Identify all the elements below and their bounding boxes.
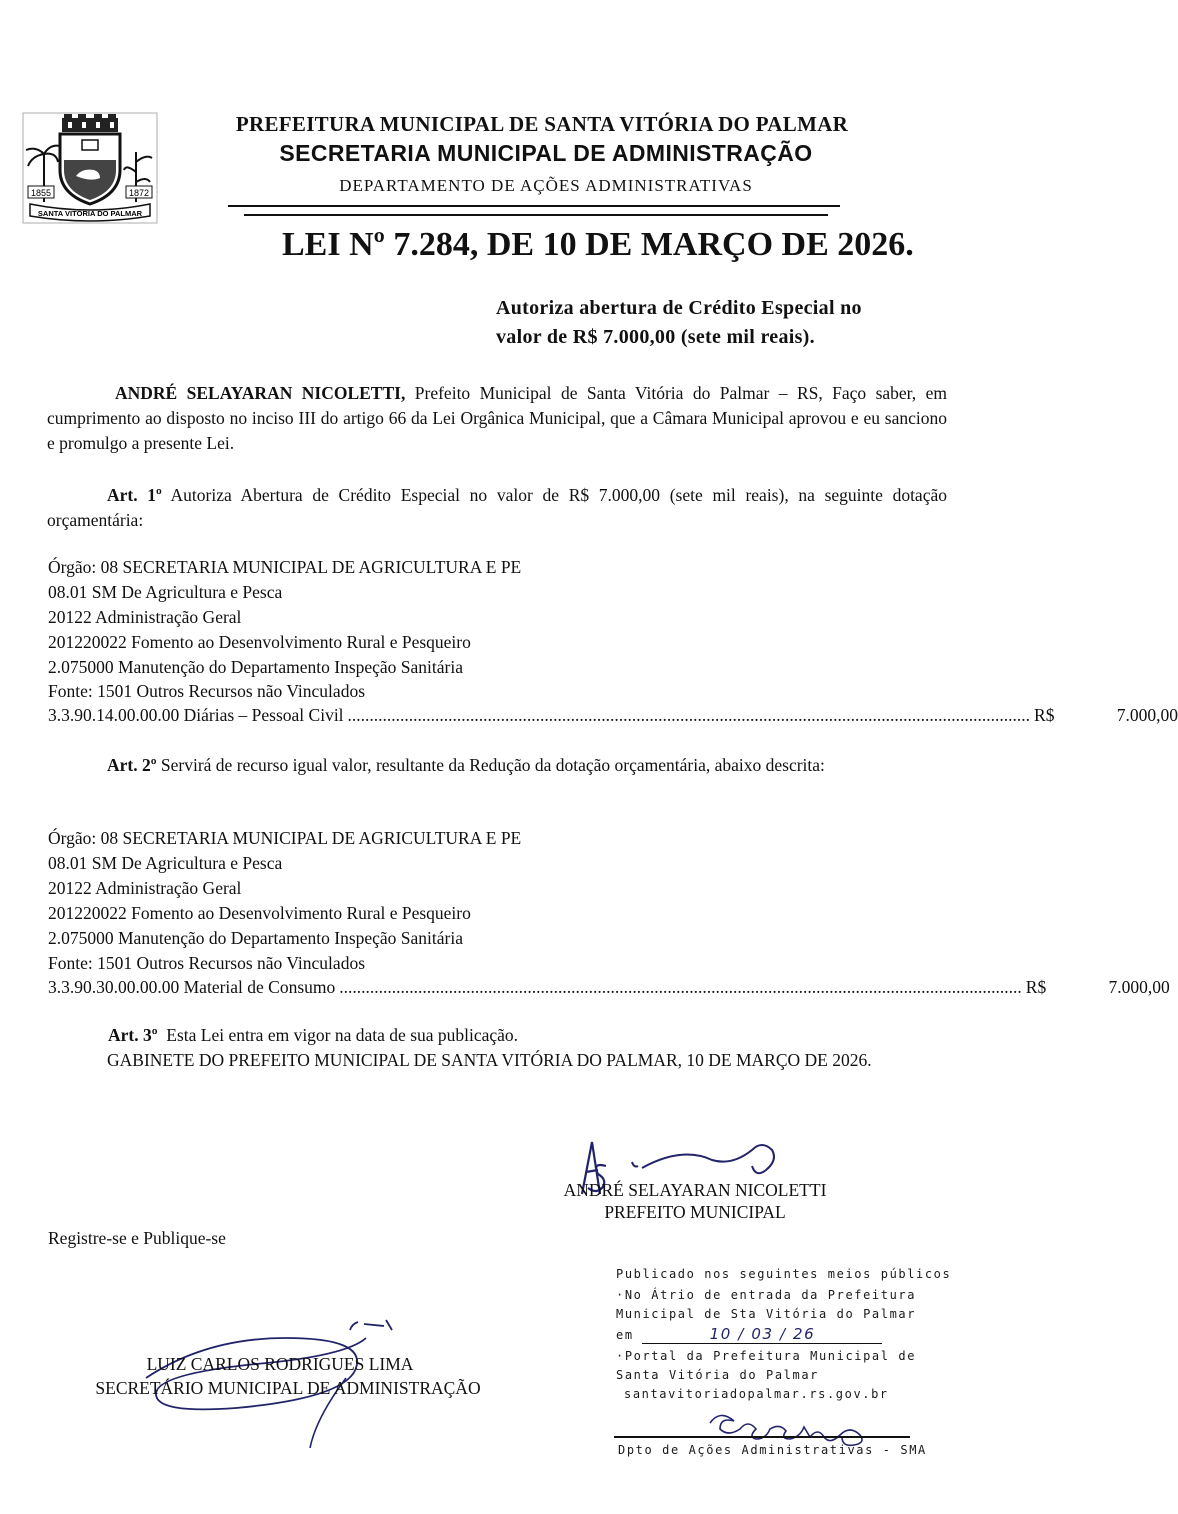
dotted-leader: ............................................................................................................................................................ [347,705,1031,725]
budget-amount: 7.000,00 [1108,977,1170,997]
currency-symbol: R$ [1025,977,1047,997]
budget-line: 08.01 SM De Agricultura e Pesca [48,853,283,873]
article-3-paragraph [108,1023,518,1048]
header-divider [228,205,840,207]
budget-line: 2.075000 Manutenção do Departamento Inspeção Sanitária [48,657,464,677]
article-1-paragraph [47,483,947,533]
budget-item-label: 3.3.90.30.00.00.00 Material de Consumo [48,977,336,997]
budget-item-row [48,703,1178,728]
mayor-name-inline: ANDRÉ SELAYARAN NICOLETTI, [115,383,406,403]
budget-item-label: 3.3.90.14.00.00.00 Diárias – Pessoal Civil [48,705,344,725]
closing-paragraph: GABINETE DO PREFEITO MUNICIPAL DE SANTA VITÓRIA DO PALMAR, 10 DE MARÇO DE 2026. [107,1050,872,1070]
register-publish-note: Registre-se e Publique-se [48,1228,226,1248]
crest-banner-text: SANTA VITÓRIA DO PALMAR [37,209,143,218]
stamp-date-prefix: em [616,1328,634,1342]
law-summary [496,294,956,352]
budget-amount: 7.000,00 [1116,705,1178,725]
law-title: LEI Nº 7.284, DE 10 DE MARÇO DE 2026. [282,226,914,263]
article-2-label: Art. 2º [107,755,157,775]
secretary-title: SECRETÁRIO MUNICIPAL DE ADMINISTRAÇÃO [95,1378,481,1398]
publication-stamp-line: Publicado nos seguintes meios públicos [616,1267,952,1281]
mayor-title: PREFEITO MUNICIPAL [604,1202,786,1222]
coat-of-arms-logo [22,112,158,224]
preamble-paragraph [47,381,947,456]
budget-line: 201220022 Fomento ao Desenvolvimento Rural e Pesqueiro [48,632,471,652]
law-summary-line: valor de R$ 7.000,00 (sete mil reais). [496,326,815,348]
publication-stamp-line: santavitoriadopalmar.rs.gov.br [624,1387,889,1401]
article-1-text: Autoriza Abertura de Crédito Especial no valor de R$ 7.000,00 (sete mil reais), na seguinte dotação orçamentária: [47,485,947,530]
budget-line: 20122 Administração Geral [48,607,242,627]
article-3-text: Esta Lei entra em vigor na data de sua publicação. [166,1025,519,1045]
article-1-label: Art. 1º [107,485,162,505]
article-2-paragraph [47,753,947,778]
budget-line: Fonte: 1501 Outros Recursos não Vinculados [48,681,365,701]
publication-stamp-line: Municipal de Sta Vitória do Palmar [616,1307,917,1321]
department-heading: DEPARTAMENTO DE AÇÕES ADMINISTRATIVAS [339,176,753,195]
secretary-name: LUIZ CARLOS RODRIGUES LIMA [146,1354,414,1374]
budget-item-row [48,975,1170,1000]
stamp-date-handwritten: 10 / 03 / 26 [642,1326,882,1344]
secretariat-heading: SECRETARIA MUNICIPAL DE ADMINISTRAÇÃO [279,140,813,166]
publication-stamp-line: ·No Átrio de entrada da Prefeitura [616,1288,917,1302]
crest-year-right: 1872 [128,188,150,198]
publication-stamp-footer: Dpto de Ações Administrativas - SMA [618,1443,927,1457]
article-3-label: Art. 3º [108,1025,158,1045]
header-divider [244,214,828,216]
crest-year-left: 1855 [30,188,52,198]
mayor-name: ANDRÉ SELAYARAN NICOLETTI [563,1180,827,1200]
budget-line: 2.075000 Manutenção do Departamento Inspeção Sanitária [48,928,464,948]
currency-symbol: R$ [1034,705,1055,725]
budget-line: 08.01 SM De Agricultura e Pesca [48,582,283,602]
publication-stamp-line: Santa Vitória do Palmar [616,1368,819,1382]
stamp-divider [614,1436,910,1438]
budget-line: 201220022 Fomento ao Desenvolvimento Rural e Pesqueiro [48,903,471,923]
publication-stamp-date-row [616,1326,882,1344]
budget-line: Fonte: 1501 Outros Recursos não Vinculados [48,953,365,973]
law-summary-line: Autoriza abertura de Crédito Especial no [496,297,862,319]
stamp-handwritten-initials [700,1405,912,1439]
publication-stamp-line: ·Portal da Prefeitura Municipal de [616,1349,917,1363]
budget-line: Órgão: 08 SECRETARIA MUNICIPAL DE AGRICULTURA E PE [48,828,522,848]
preamble-text: Prefeito Municipal de Santa Vitória do Palmar – RS, Faço saber, em cumprimento ao disposto no inciso III do artigo 66 da Lei Orgânica Municipal, que a Câmara Municipal aprovou e eu sanciono e promulgo a presente Lei. [47,383,947,453]
municipality-heading: PREFEITURA MUNICIPAL DE SANTA VITÓRIA DO PALMAR [235,112,849,136]
article-2-text: Servirá de recurso igual valor, resultante da Redução da dotação orçamentária, abaixo descrita: [160,755,825,775]
budget-line: Órgão: 08 SECRETARIA MUNICIPAL DE AGRICULTURA E PE [48,557,522,577]
budget-line: 20122 Administração Geral [48,878,242,898]
dotted-leader: ............................................................................................................................................................ [339,977,1022,997]
